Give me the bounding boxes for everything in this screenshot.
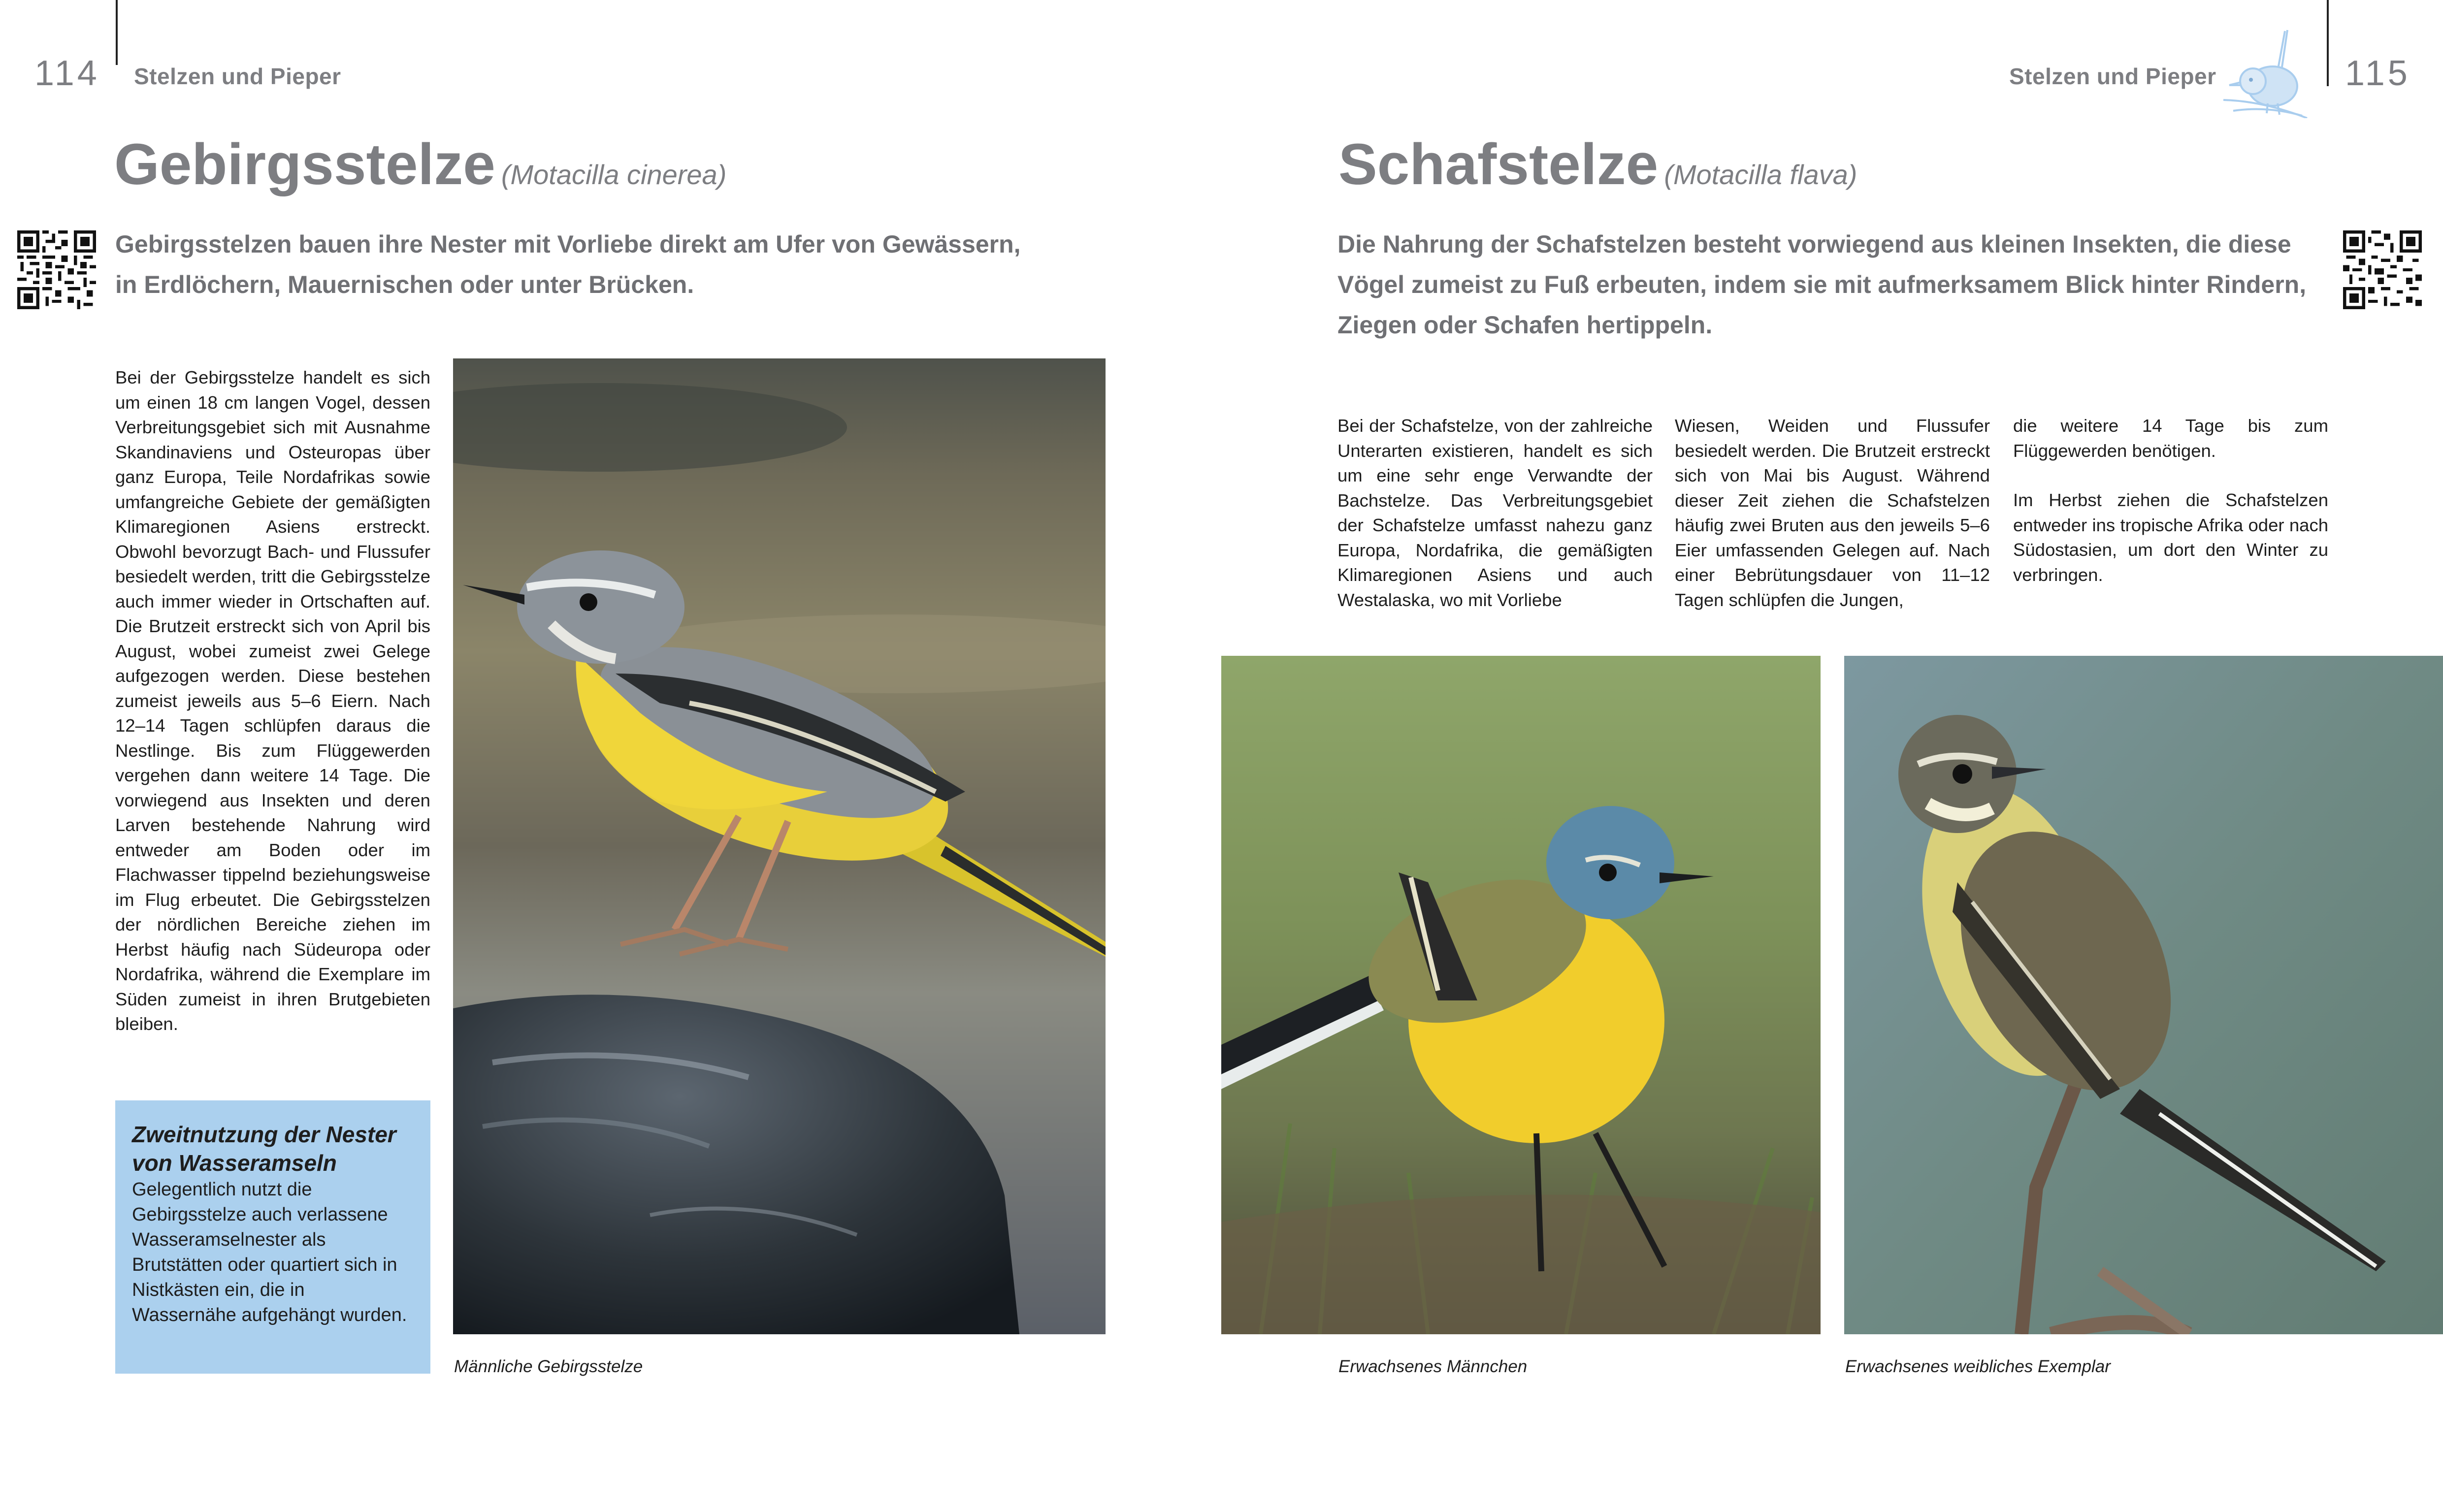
qr-code-icon xyxy=(17,230,96,309)
page-number-left: 114 xyxy=(34,54,100,93)
qr-code-icon xyxy=(2343,230,2422,309)
qr-code-left[interactable] xyxy=(17,230,96,309)
species-title-right xyxy=(1338,132,1857,197)
photo-caption-female: Erwachsenes weibliches Exemplar xyxy=(1845,1357,2111,1376)
species-title-left xyxy=(114,132,727,197)
info-box-title: Zweitnutzung der Nester von Wasseramseln xyxy=(132,1122,396,1176)
info-box-text: Gelegentlich nutzt die Gebirgsstelze auch verlassene Wasseramselnester als Brutstätten oder quartiert sich in Nistkästen ein, die in Wassernähe aufgehängt wurden. xyxy=(132,1179,407,1325)
photo-caption-male: Erwachsenes Männchen xyxy=(1338,1357,1528,1376)
lead-paragraph-left: Gebirgsstelzen bauen ihre Nester mit Vorliebe direkt am Ufer von Gewässern, in Erdlöchern, Mauernischen oder unter Brücken. xyxy=(115,230,1021,298)
body-column-2: Wiesen, Weiden und Flussufer besiedelt werden. Die Brutzeit erstreckt sich von Mai bis August. Während dieser Zeit ziehen die Schafstelzen häufig zwei Bruten aus den jeweils 5–6 Eier umfassenden Gelegen auf. Nach einer Bebrütungsdauer von 11–12 Tagen schlüpfen die Jungen, xyxy=(1675,416,1990,610)
lead-paragraph-right: Die Nahrung der Schafstelzen besteht vorwiegend aus kleinen Insekten, die diese Vögel zumeist zu Fuß erbeuten, indem sie mit aufmerksamem Blick hinter Rindern, Ziegen oder Schafen hertippeln. xyxy=(1337,230,2307,339)
photo-grey-wagtail xyxy=(453,358,1106,1334)
photo-yellow-wagtail-female xyxy=(1844,656,2443,1334)
species-name: Schafstelze xyxy=(1338,132,1659,197)
qr-code-right[interactable] xyxy=(2343,230,2422,309)
page-number-right: 115 xyxy=(2345,54,2410,93)
header-divider-left xyxy=(116,0,118,65)
species-name: Gebirgsstelze xyxy=(114,132,495,197)
wren-sketch-icon xyxy=(2218,27,2317,118)
photo-caption-left: Männliche Gebirgsstelze xyxy=(454,1357,643,1376)
photo-yellow-wagtail-male xyxy=(1221,656,1821,1334)
latin-name: (Motacilla flava) xyxy=(1664,159,1857,190)
grey-wagtail-photo-icon xyxy=(453,358,1106,1334)
header-divider-right xyxy=(2327,0,2329,86)
running-head-left: Stelzen und Pieper xyxy=(134,64,341,89)
body-column-3: die weitere 14 Tage bis zum Flüggewerden benötigen. Im Herbst ziehen die Schafstelzen entweder ins tropische Afrika oder nach Südostasien, um dort den Winter zu verbringen. xyxy=(2013,416,2328,585)
body-text-left: Bei der Gebirgsstelze handelt es sich um einen 18 cm langen Vogel, dessen Verbreitungsgebiet sich mit Ausnahme Skandinaviens und Osteuropas über ganz Europa, Teile Nordafrikas sowie umfangreiche Gebiete der gemäßigten Klimaregionen Asiens erstreckt. Obwohl bevorzugt Bach- und Flussufer besiedelt werden, tritt die Gebirgsstelze auch immer wieder in Ortschaften auf. Die Brutzeit erstreckt sich von April bis August, wobei zumeist zwei Gelege aufgezogen werden. Diese bestehen zumeist jeweils aus 5–6 Eiern. Nach 12–14 Tagen schlüpfen daraus die Nestlinge. Bis zum Flüggewerden vergehen dann weitere 14 Tage. Die vorwiegend aus Insekten und deren Larven bestehende Nahrung wird entweder am Boden oder im Flachwasser tippelnd beziehungsweise im Flug erbeutet. Die Gebirgsstelzen der nördlichen Bereiche ziehen im Herbst häufig nach Südeuropa oder Nordafrika, während die Exemplare im Süden zumeist in ihren Brutgebieten bleiben. xyxy=(115,367,430,1034)
yellow-wagtail-male-photo-icon xyxy=(1221,656,1821,1334)
body-column-1: Bei der Schafstelze, von der zahlreiche Unterarten existieren, handelt es sich um eine sehr enge Verwandte der Bachstelze. Das Verbreitungsgebiet der Schafstelze umfasst nahezu ganz Europa, Nordafrika, die gemäßigten Klimaregionen Asiens und auch Westalaska, wo mit Vorliebe xyxy=(1337,416,1653,610)
yellow-wagtail-female-photo-icon xyxy=(1844,656,2443,1334)
info-box xyxy=(115,1100,430,1374)
latin-name: (Motacilla cinerea) xyxy=(501,159,727,190)
running-head-right: Stelzen und Pieper xyxy=(2009,64,2216,89)
